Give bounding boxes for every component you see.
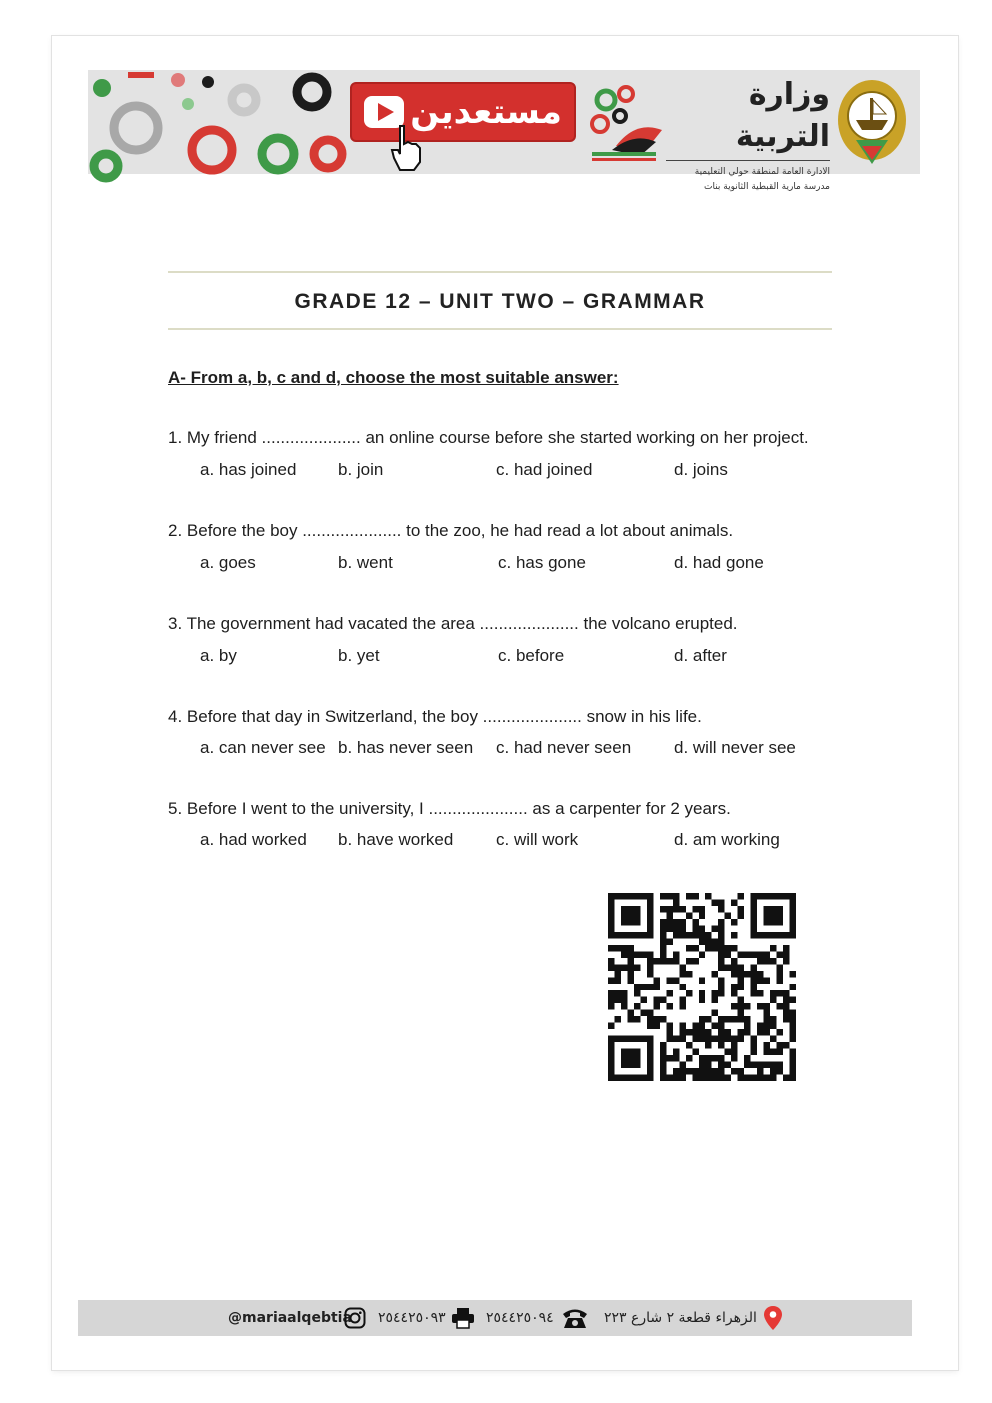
fax-number: ٢٥٤٤٢٥٠٩٣ [378, 1310, 446, 1326]
q4-option-c: c. had never seen [496, 738, 632, 757]
state-emblem-icon [834, 74, 910, 170]
q5-option-c: c. will work [496, 830, 579, 849]
q1-option-a: a. has joined [200, 460, 297, 479]
ministry-title: وزارة التربية [735, 77, 830, 154]
section-a-heading: A- From a, b, c and d, choose the most suitable answer: [168, 368, 619, 387]
q5-option-a: a. had worked [200, 830, 307, 849]
question-5: 5. Before I went to the university, I ..................... as a carpenter for 2 years. [168, 799, 731, 818]
q3-option-d: d. after [674, 646, 727, 665]
footer-contact-bar [78, 1300, 912, 1336]
school-name: مدرسة مارية القبطية الثانوية بنات [704, 182, 830, 192]
header-banner [88, 70, 920, 192]
phone-number: ٢٥٤٤٢٥٠٩٤ [486, 1310, 554, 1326]
q4-option-b: b. has never seen [338, 738, 474, 757]
youtube-channel-label: مستعدين [410, 92, 562, 132]
gears-decoration-icon [88, 70, 338, 174]
q2-option-a: a. goes [200, 553, 256, 572]
page-title: GRADE 12 – UNIT TWO – GRAMMAR [294, 290, 706, 313]
ministry-header-text [666, 72, 830, 192]
ministry-district: الادارة العامة لمنطقة حولي التعليمية [694, 167, 830, 177]
question-3: 3. The government had vacated the area ..................... the volcano erupted. [168, 614, 738, 633]
youtube-channel-button[interactable] [350, 82, 576, 142]
q1-option-b: b. join [338, 460, 384, 479]
pointer-hand-icon [388, 122, 428, 172]
telephone-icon [562, 1307, 588, 1329]
instagram-icon [344, 1307, 366, 1329]
printer-fax-icon [452, 1308, 474, 1328]
q2-option-c: c. has gone [498, 553, 586, 572]
title-bottom-rule [168, 328, 832, 330]
q5-option-d: d. am working [674, 830, 780, 849]
q3-option-c: c. before [498, 646, 565, 665]
location-pin-icon [764, 1306, 782, 1330]
school-address: الزهراء قطعة ٢ شارع ٢٢٣ [604, 1310, 757, 1326]
q3-option-a: a. by [200, 646, 237, 665]
q4-option-d: d. will never see [674, 738, 796, 757]
q1-option-c: c. had joined [496, 460, 593, 479]
q5-option-b: b. have worked [338, 830, 454, 849]
question-4: 4. Before that day in Switzerland, the boy ..................... snow in his life. [168, 707, 702, 726]
document-page [52, 36, 958, 1370]
qr-code-icon[interactable] [608, 893, 796, 1081]
ministry-divider [666, 160, 830, 161]
q1-option-d: d. joins [674, 460, 728, 479]
q2-option-b: b. went [338, 553, 393, 572]
instagram-handle[interactable]: @mariaalqebtia [228, 1310, 352, 1326]
question-2: 2. Before the boy ..................... to the zoo, he had read a lot about animals. [168, 521, 734, 540]
question-1: 1. My friend ..................... an online course before she started working on her project. [168, 428, 809, 447]
q4-option-a: a. can never see [200, 738, 326, 757]
school-logo-icon [586, 80, 666, 164]
q3-option-b: b. yet [338, 646, 380, 665]
title-top-rule [168, 271, 832, 273]
q2-option-d: d. had gone [674, 553, 764, 572]
